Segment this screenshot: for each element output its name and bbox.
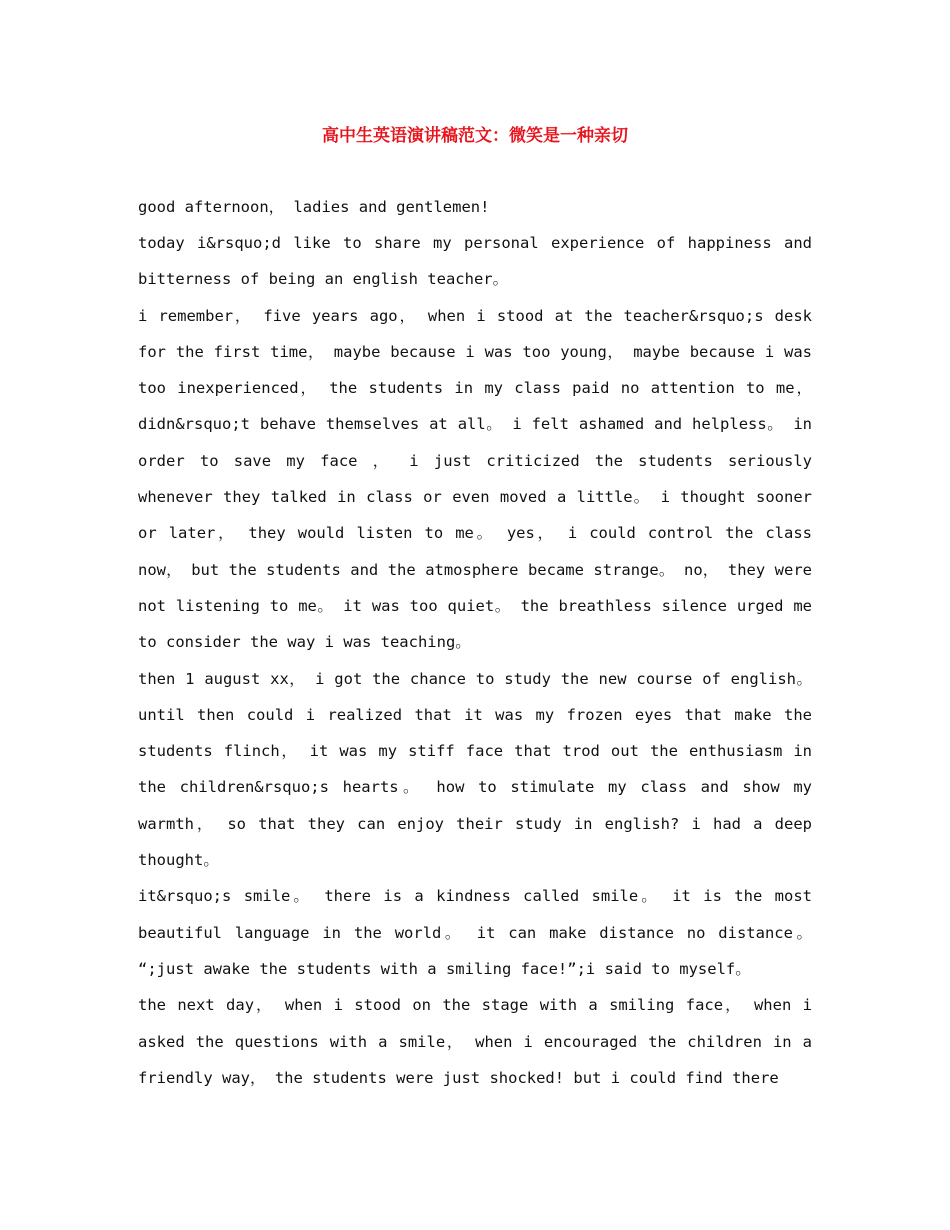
paragraph-smile: it&rsquo;s smile。 there is a kindness called smile。 it is the most beautiful language in the world。 it can make distance no distance。 “;just awake the students with a smiling face!”;i said to myself。 [138, 887, 812, 978]
paragraph-new-course: then 1 august xx， i got the chance to study the new course of english。 until then could i realized that it was my frozen eyes that make the students flinch， it was my stiff face that trod out the enthusiasm in the children&rsquo;s hearts。 how to stimulate my class and show my warmth， so that they can enjoy their study in english? i had a deep thought。 [138, 669, 812, 870]
paragraph-next-day: the next day， when i stood on the stage with a smiling face， when i asked the questions with a smile， when i encouraged the children in a friendly way， the students were just shocked! but i could find there [138, 996, 812, 1087]
paragraph-greeting: good afternoon， ladies and gentlemen! [138, 198, 490, 216]
paragraph-memory: i remember， five years ago， when i stood at the teacher&rsquo;s desk for the first time， maybe because i was too young， maybe because i was too inexperienced， the students in my class paid no attention to me， didn&rsquo;t behave themselves at all。 i felt ashamed and helpless。 in order to save my face ， i just criticized the students seriously whenever they talked in class or even moved a little。 i thought sooner or later， they would listen to me。 yes， i could control the class now， but the students and the atmosphere became strange。 no， they were not listening to me。 it was too quiet。 the breathless silence urged me to consider the way i was teaching。 [138, 306, 812, 652]
document-title: 高中生英语演讲稿范文：微笑是一种亲切 [322, 126, 628, 146]
paragraph-intro: today i&rsquo;d like to share my personal experience of happiness and bitterness of being an english teacher。 [138, 234, 812, 289]
document-body [138, 192, 812, 1096]
